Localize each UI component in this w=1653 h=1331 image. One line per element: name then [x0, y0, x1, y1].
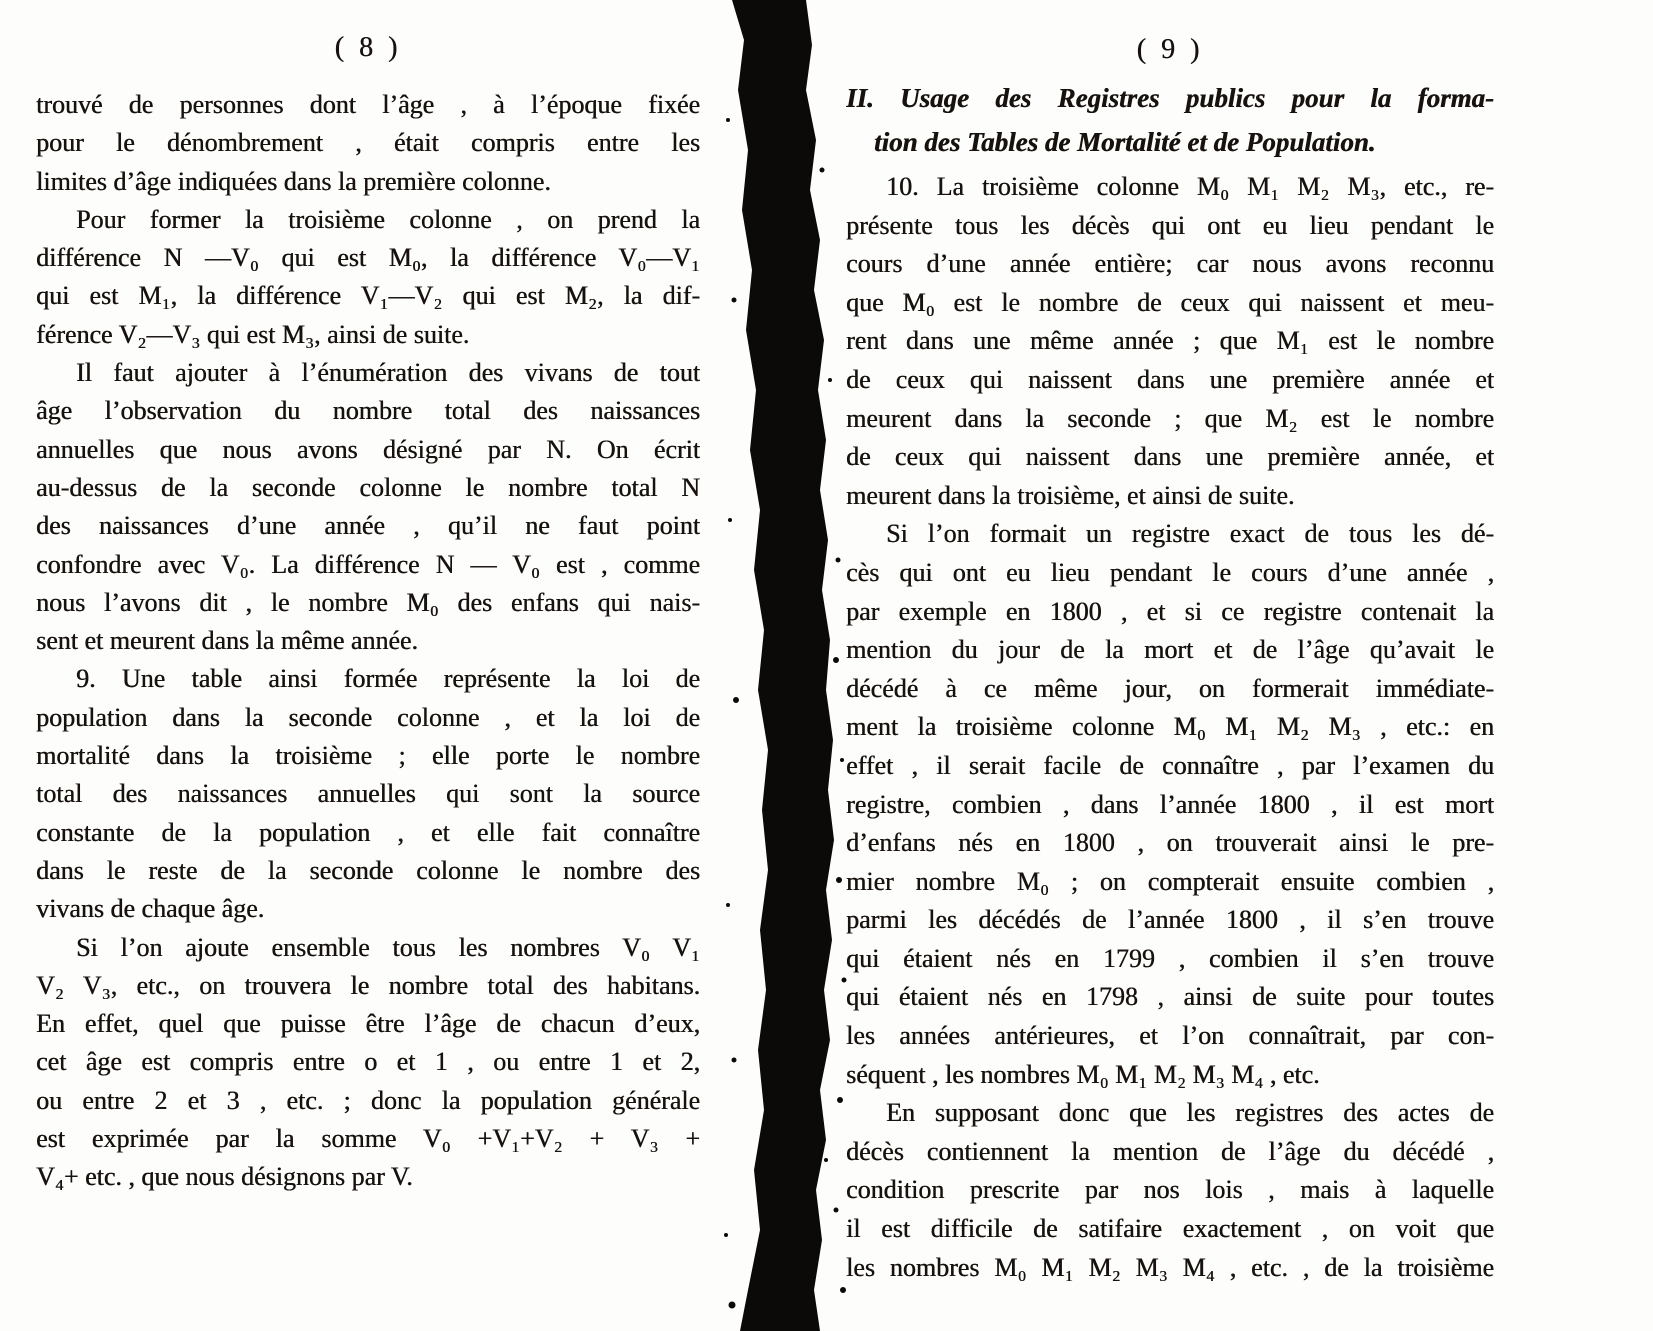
text-line: mention du jour de la mort et de l’âge qu’avait le — [846, 635, 1494, 665]
text-line: Si l’on formait un registre exact de tous les dé- — [886, 519, 1494, 549]
text-line: V₂ V₃, etc., on trouvera le nombre total des habitans. — [36, 970, 700, 1000]
text-line: Pour former la troisième colonne , on prend la — [76, 204, 700, 234]
page-9-number: ( 9 ) — [1136, 34, 1204, 65]
binding-gutter-band — [732, 0, 834, 1331]
text-line: décès contiennent la mention de l’âge du décédé , — [846, 1136, 1494, 1166]
text-line: décédé à ce même jour, on formerait immédiate- — [846, 673, 1494, 703]
text-line: qui est M₁, la différence V₁—V₂ qui est M₂, la dif- — [36, 281, 700, 311]
text-line: des naissances d’une année , qu’il ne faut point — [36, 511, 700, 541]
text-line: registre, combien , dans l’année 1800 , il est mort — [846, 789, 1494, 819]
text-line: ment la troisième colonne M₀ M₁ M₂ M₃ , etc.: en — [846, 712, 1494, 742]
text-line: dans le reste de la seconde colonne le nombre des — [36, 855, 700, 885]
text-line: qui étaient nés en 1798 , ainsi de suite pour toutes — [846, 982, 1494, 1012]
text-line: trouvé de personnes dont l’âge , à l’époque fixée — [36, 90, 700, 119]
page-8-number: ( 8 ) — [334, 32, 402, 63]
text-line: V₄+ etc. , que nous désignons par V. — [36, 1162, 413, 1192]
text-line: vivans de chaque âge. — [36, 894, 265, 924]
text-line: qui étaient nés en 1799 , combien il s’en trouve — [846, 943, 1494, 973]
text-line: de ceux qui naissent dans une première année et — [846, 364, 1494, 394]
text-line: condition prescrite par nos lois , mais à laquelle — [846, 1175, 1494, 1205]
text-line: annuelles que nous avons désigné par N. On écrit — [36, 434, 700, 464]
section-heading-line: II. Usage des Registres publics pour la forma- — [846, 83, 1494, 113]
text-line: mortalité dans la troisième ; elle porte le nombre — [36, 741, 700, 771]
text-line: En effet, quel que puisse être l’âge de chacun d’eux, — [36, 1009, 700, 1039]
text-line: ou entre 2 et 3 , etc. ; donc la population générale — [36, 1085, 700, 1115]
text-line: meurent dans la seconde ; que M₂ est le nombre — [846, 403, 1494, 433]
text-line: que M₀ est le nombre de ceux qui naissent et meu- — [846, 287, 1494, 317]
text-line: rent dans une même année ; que M₁ est le nombre — [846, 326, 1494, 356]
text-line: âge l’observation du nombre total des naissances — [36, 396, 700, 426]
text-line: population dans la seconde colonne , et la loi de — [36, 702, 700, 732]
text-line: Il faut ajouter à l’énumération des vivans de tout — [76, 358, 700, 388]
text-line: cours d’une année entière; car nous avons reconnu — [846, 249, 1494, 279]
text-line: constante de la population , et elle fait connaître — [36, 817, 700, 847]
section-heading-line: tion des Tables de Mortalité et de Population. — [874, 127, 1376, 157]
text-line: mier nombre M₀ ; on compterait ensuite combien , — [846, 866, 1494, 896]
text-line: meurent dans la troisième, et ainsi de suite. — [846, 480, 1295, 510]
text-line: cès qui ont eu lieu pendant le cours d’une année , — [846, 557, 1494, 587]
text-line: présente tous les décès qui ont eu lieu pendant le — [846, 210, 1494, 240]
text-line: parmi les décédés de l’année 1800 , il s’en trouve — [846, 905, 1494, 935]
text-line: de ceux qui naissent dans une première année, et — [846, 442, 1494, 472]
text-line: total des naissances annuelles qui sont la source — [36, 779, 700, 809]
binding-gutter — [718, 0, 848, 1331]
text-line: nous l’avons dit , le nombre M₀ des enfans qui nais- — [36, 587, 700, 617]
text-line: confondre avec V₀. La différence N — V₀ est , comme — [36, 549, 700, 579]
text-line: Si l’on ajoute ensemble tous les nombres V₀ V₁ — [76, 932, 700, 962]
text-line: les années antérieures, et l’on connaîtrait, par con- — [846, 1021, 1494, 1051]
page-8 — [36, 86, 700, 1197]
text-line: est exprimée par la somme V₀ +V₁+V₂ + V₃ + — [36, 1124, 700, 1154]
text-line: pour le dénombrement , était compris entre les — [36, 128, 700, 158]
text-line: En supposant donc que les registres des actes de — [886, 1098, 1494, 1128]
text-line: il est difficile de satifaire exactement , on voit que — [846, 1214, 1494, 1244]
text-line: limites d’âge indiquées dans la première colonne. — [36, 166, 551, 196]
text-line: 10. La troisième colonne M₀ M₁ M₂ M₃, etc., re- — [886, 172, 1494, 201]
text-line: 9. Une table ainsi formée représente la loi de — [76, 664, 700, 694]
section-heading — [846, 76, 1494, 164]
text-line: différence N —V₀ qui est M₀, la différence V₀—V₁ — [36, 243, 700, 273]
text-line: effet , il serait facile de connaître , par l’examen du — [846, 750, 1494, 780]
text-line: séquent , les nombres M₀ M₁ M₂ M₃ M₄ , etc. — [846, 1059, 1320, 1089]
text-line: les nombres M₀ M₁ M₂ M₃ M₄ , etc. , de la troisième — [846, 1252, 1494, 1282]
text-line: férence V₂—V₃ qui est M₃, ainsi de suite. — [36, 319, 470, 349]
text-line: par exemple en 1800 , et si ce registre contenait la — [846, 596, 1494, 626]
text-line: cet âge est compris entre o et 1 , ou entre 1 et 2, — [36, 1047, 700, 1077]
text-line: sent et meurent dans la même année. — [36, 626, 418, 656]
page-9 — [846, 168, 1494, 1287]
text-line: d’enfans nés en 1800 , on trouverait ainsi le pre- — [846, 828, 1494, 858]
text-line: au-dessus de la seconde colonne le nombre total N — [36, 472, 700, 502]
